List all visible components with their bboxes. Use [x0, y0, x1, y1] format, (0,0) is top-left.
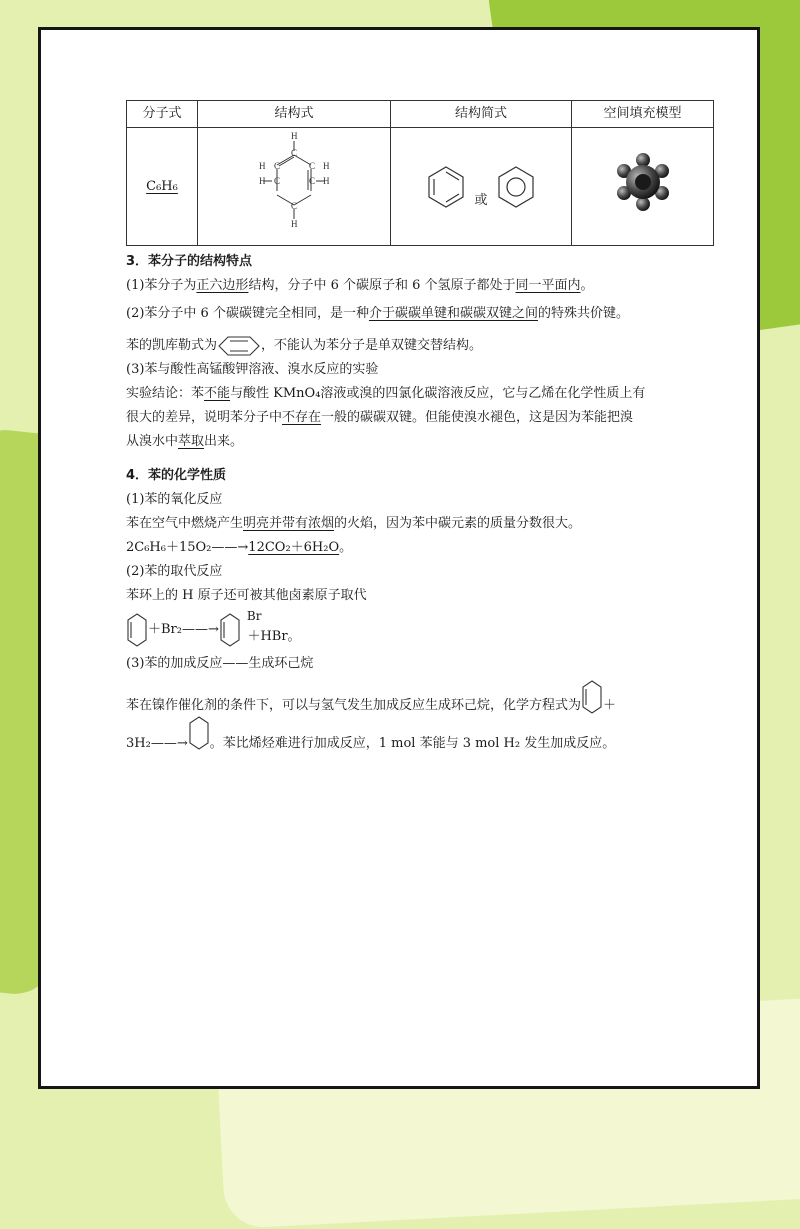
section-heading: 4．苯的化学性质 [126, 468, 227, 483]
molecular-formula: C₆H₆ [146, 178, 178, 194]
paragraph: 实验结论：苯不能与酸性 KMnO₄溶液或溴的四氯化碳溶液反应，它与乙烯在化学性质上有 [126, 386, 646, 401]
document-page [38, 27, 760, 1089]
table-header: 结构简式 [391, 101, 572, 128]
kekule-benzene-icon [426, 164, 466, 210]
or-label: 或 [474, 192, 488, 208]
space-filling-model-cell [572, 128, 714, 246]
paragraph: 苯的凯库勒式为 ，不能认为苯分子是单双键交替结构。 [126, 334, 716, 358]
benzene-ring-icon [126, 612, 148, 648]
table-header: 分子式 [127, 101, 198, 128]
paragraph: (2)苯分子中 6 个碳碳键完全相同，是一种介于碳碳单键和碳碳双键之间的特殊共价键。 [126, 306, 629, 321]
paragraph: 苯在空气中燃烧产生明亮并带有浓烟的火焰，因为苯中碳元素的质量分数很大。 [126, 516, 582, 531]
svg-text:H: H [323, 161, 330, 171]
paragraph: (3)苯的加成反应——生成环己烷 [126, 656, 314, 671]
space-filling-model-image [613, 152, 673, 212]
structural-formula-cell [198, 128, 391, 246]
equation: 2C₆H₆＋15O₂——→12CO₂＋6H₂O。 [126, 540, 353, 555]
svg-text:H: H [291, 219, 298, 229]
svg-text:H: H [259, 161, 266, 171]
simplified-formula-cell [391, 128, 572, 246]
table-header: 空间填充模型 [572, 101, 714, 128]
page-content [126, 100, 716, 756]
benzene-ring-icon [581, 679, 603, 715]
table-row [127, 128, 714, 246]
benzene-formula-table [126, 100, 714, 246]
svg-text:C: C [291, 148, 298, 158]
svg-text:C: C [274, 176, 281, 186]
paragraph: 很大的差异，说明苯分子中不存在一般的碳碳双键。但能使溴水褪色，这是因为苯能把溴 [126, 410, 634, 425]
equation: 3H₂——→ 。苯比烯烃难进行加成反应，1 mol 苯能与 3 mol H₂ 发生加成反应。 [126, 732, 716, 756]
svg-text:C: C [309, 176, 316, 186]
paragraph: (3)苯与酸性高锰酸钾溶液、溴水反应的实验 [126, 362, 379, 377]
paragraph: 苯环上的 H 原子还可被其他卤素原子取代 [126, 588, 367, 603]
section-heading: 3．苯分子的结构特点 [126, 254, 253, 269]
substitution-equation: ＋Br₂——→ Br ＋HBr。 [126, 608, 716, 652]
paragraph: (1)苯的氧化反应 [126, 492, 223, 507]
bromobenzene-ring-icon [219, 612, 241, 648]
svg-text:C: C [309, 161, 316, 171]
svg-text:C: C [291, 201, 298, 211]
kekule-benzene-icon [217, 335, 261, 357]
cyclohexane-ring-icon [188, 715, 210, 751]
table-header: 结构式 [198, 101, 391, 128]
table-header-row [127, 101, 714, 128]
bromo-label: Br [246, 609, 262, 623]
svg-text:H: H [323, 176, 330, 186]
benzene-structural-formula [239, 129, 349, 235]
paragraph: (2)苯的取代反应 [126, 564, 223, 579]
svg-text:H: H [259, 176, 266, 186]
paragraph: (1)苯分子为正六边形结构，分子中 6 个碳原子和 6 个氢原子都处于同一平面内。 [126, 278, 594, 293]
aromatic-benzene-icon [496, 164, 536, 210]
paragraph: 苯在镍作催化剂的条件下，可以与氢气发生加成反应生成环己烷，化学方程式为 ＋ [126, 694, 716, 718]
svg-text:H: H [291, 131, 298, 141]
svg-text:C: C [274, 161, 281, 171]
molecular-formula-cell [127, 128, 198, 246]
paragraph: 从溴水中萃取出来。 [126, 434, 244, 449]
